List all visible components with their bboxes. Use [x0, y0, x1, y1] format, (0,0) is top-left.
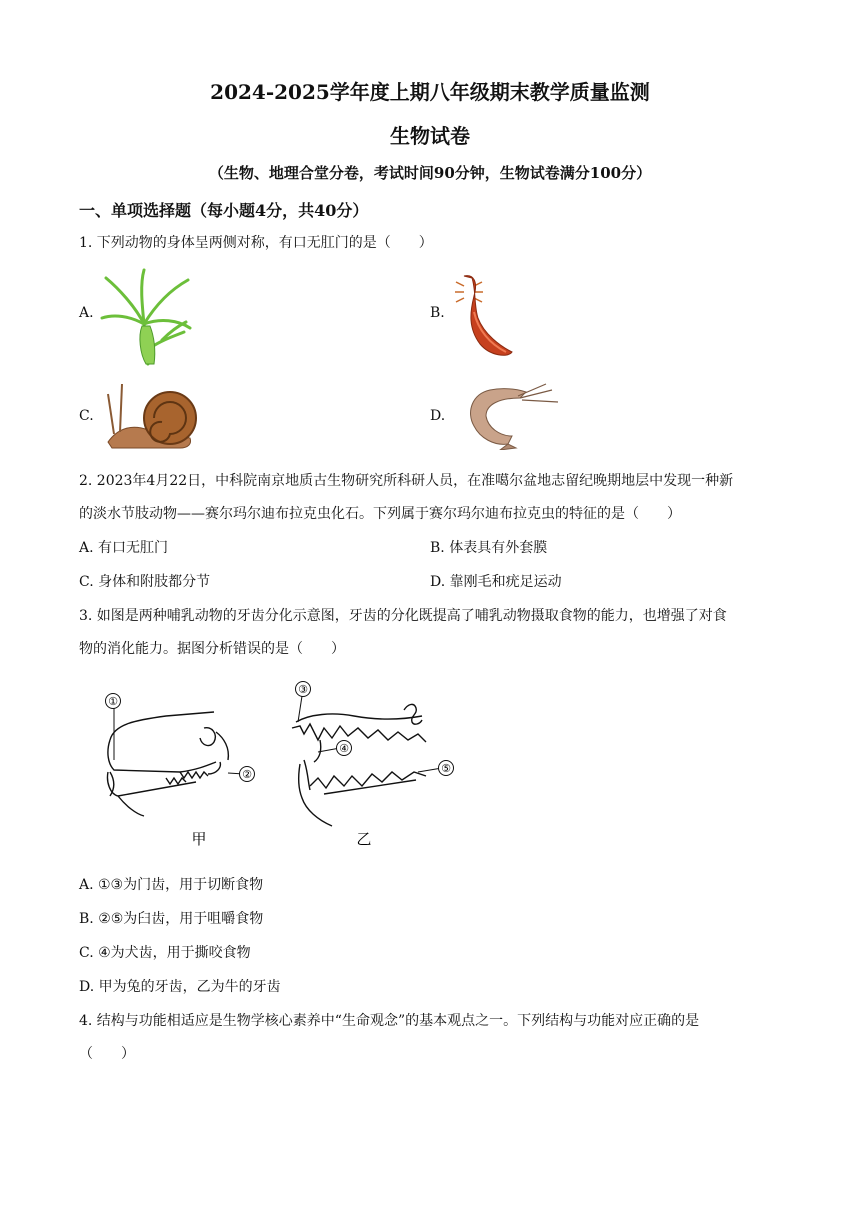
q3-stem-line2: 物的消化能力。据图分析错误的是（ ）: [79, 641, 345, 657]
q1-option-d-label: D.: [430, 408, 446, 424]
q3-option-c: C. ④为犬齿，用于撕咬食物: [79, 945, 251, 961]
teeth-diagram: [96, 676, 476, 852]
q3-option-a: A. ①③为门齿，用于切断食物: [79, 877, 264, 893]
mark-5: ⑤: [441, 762, 451, 775]
q2-option-d: D. 靠刚毛和疣足运动: [430, 574, 562, 590]
subject-title: 生物试卷: [390, 124, 470, 148]
mark-1: ①: [108, 695, 118, 708]
mark-2: ②: [242, 768, 252, 781]
q1-option-c-label: C.: [79, 408, 94, 424]
label-yi: 乙: [356, 830, 372, 848]
label-jia: 甲: [191, 830, 207, 848]
shrimp-image: [460, 380, 562, 450]
exam-note: （生物、地理合堂分卷，考试时间90分钟，生物试卷满分100分）: [208, 164, 652, 182]
q3-option-d: D. 甲为兔的牙齿，乙为牛的牙齿: [79, 979, 281, 995]
snail-image: [104, 372, 199, 452]
q2-option-b: B. 体表具有外套膜: [430, 540, 548, 556]
q4-stem-line1: 4. 结构与功能相适应是生物学核心素养中“生命观念”的基本观点之一。下列结构与功能对应正确的是: [79, 1013, 700, 1029]
q1-stem: 1. 下列动物的身体呈两侧对称，有口无肛门的是（ ）: [79, 235, 433, 251]
skull-jia: [107, 712, 228, 816]
hydra-image: [100, 266, 195, 366]
q2-stem-line1: 2. 2023年4月22日，中科院南京地质古生物研究所科研人员，在准噶尔盆地志留纪晚期地层中发现一种新: [79, 473, 734, 489]
q2-stem-line2: 的淡水节肢动物——赛尔玛尔迪布拉克虫化石。下列属于赛尔玛尔迪布拉克虫的特征的是（ ）: [79, 506, 681, 522]
q1-option-a-label: A.: [79, 305, 94, 321]
section-heading: 一、单项选择题（每小题4分，共40分）: [79, 201, 369, 220]
exam-title: 2024-2025学年度上期八年级期末教学质量监测: [210, 80, 650, 104]
q1-option-b-label: B.: [430, 305, 445, 321]
q2-option-a: A. 有口无肛门: [79, 540, 169, 556]
sandworm-image: [452, 272, 517, 364]
q3-stem-line1: 3. 如图是两种哺乳动物的牙齿分化示意图，牙齿的分化既提高了哺乳动物摄取食物的能力，也增强了对食: [79, 608, 727, 624]
q2-option-c: C. 身体和附肢都分节: [79, 574, 211, 590]
mark-3: ③: [298, 683, 308, 696]
q4-stem-line2: （ ）: [79, 1046, 135, 1062]
skull-yi: [292, 704, 426, 826]
mark-4: ④: [339, 742, 349, 755]
q3-option-b: B. ②⑤为臼齿，用于咀嚼食物: [79, 911, 264, 927]
